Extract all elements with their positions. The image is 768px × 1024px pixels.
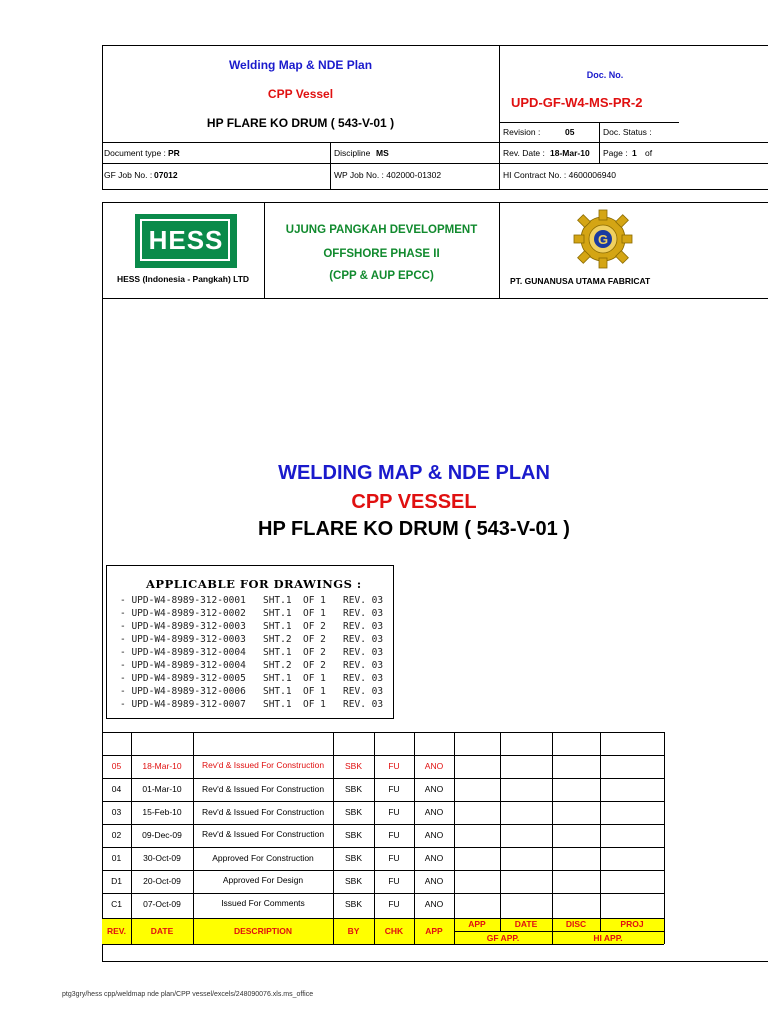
rev-desc-cell: Rev'd & Issued For Construction: [201, 784, 325, 794]
main-title-2: CPP VESSEL: [351, 491, 477, 513]
drawing-row: - UPD-W4-8989-312-0002 SHT.1 OF 1 REV. 03: [120, 608, 384, 619]
page-value: 1: [632, 148, 637, 158]
rev-table-rule: [102, 778, 664, 779]
wp-job: WP Job No. : 402000-01302: [334, 170, 442, 180]
discipline-value: MS: [376, 148, 389, 158]
page-of: of: [645, 148, 653, 158]
col-header-hi-proj: PROJ: [620, 919, 644, 929]
rev-date-value: 18-Mar-10: [550, 148, 590, 158]
main-title-3: HP FLARE KO DRUM ( 543-V-01 ): [258, 518, 570, 540]
gf-logo-letter: G: [597, 232, 609, 247]
rev-date-cell: 01-Mar-10: [142, 784, 182, 794]
col-header-hi-disc: DISC: [565, 919, 587, 929]
doc-no-value: UPD-GF-W4-MS-PR-2: [511, 95, 643, 110]
project-line-2: OFFSHORE PHASE II: [323, 248, 440, 260]
rev-cell: 05: [111, 761, 122, 771]
rev-cell: C1: [111, 899, 122, 909]
rev-by-cell: SBK: [344, 830, 362, 840]
rev-table-rule: [102, 824, 664, 825]
rev-chk-cell: FU: [388, 761, 400, 771]
rev-date-label: Rev. Date :: [503, 148, 545, 158]
gf-gear-logo: [568, 206, 638, 272]
rev-date-cell: 20-Oct-09: [143, 876, 181, 886]
rev-app-cell: ANO: [424, 830, 444, 840]
header-rule: [102, 163, 768, 164]
rev-app-cell: ANO: [424, 876, 444, 886]
rev-chk-cell: FU: [388, 899, 400, 909]
rev-by-cell: SBK: [344, 899, 362, 909]
drawing-row: - UPD-W4-8989-312-0006 SHT.1 OF 1 REV. 03: [120, 686, 384, 697]
col-header-chk: CHK: [384, 926, 404, 936]
project-line-1: UJUNG PANGKAH DEVELOPMENT: [285, 224, 478, 236]
col-header-date: DATE: [150, 926, 174, 936]
rev-by-cell: SBK: [344, 761, 362, 771]
rev-app-cell: ANO: [424, 761, 444, 771]
rev-cell: D1: [111, 876, 122, 886]
rev-desc-cell: Approved For Design: [222, 875, 304, 885]
rev-cell: 02: [111, 830, 122, 840]
rev-chk-cell: FU: [388, 853, 400, 863]
rev-desc-cell: Issued For Comments: [221, 898, 305, 908]
col-header-by: BY: [347, 926, 360, 936]
header-title-2: CPP Vessel: [267, 87, 334, 101]
header-title-1: Welding Map & NDE Plan: [228, 58, 373, 72]
rev-app-cell: ANO: [424, 853, 444, 863]
header-title-3: HP FLARE KO DRUM ( 543-V-01 ): [206, 116, 395, 130]
header-divider: [499, 45, 500, 190]
rev-chk-cell: FU: [388, 784, 400, 794]
logo-band-rule: [102, 298, 768, 299]
hess-company: HESS (Indonesia - Pangkah) LTD: [116, 274, 250, 284]
drawing-row: - UPD-W4-8989-312-0005 SHT.1 OF 1 REV. 03: [120, 673, 384, 684]
rev-chk-cell: FU: [388, 876, 400, 886]
rev-cell: 03: [111, 807, 122, 817]
footer-path: ptg3gry/hess cpp/weldmap nde plan/CPP vessel/excels/248090076.xls.ms_office: [62, 991, 314, 998]
rev-app-cell: ANO: [424, 899, 444, 909]
doc-status-label: Doc. Status :: [603, 127, 652, 137]
rev-chk-cell: FU: [388, 807, 400, 817]
discipline-label: Discipline: [334, 148, 371, 158]
rev-table-col: [500, 732, 501, 931]
header-rule: [102, 142, 768, 143]
rev-table-rule: [454, 931, 664, 932]
col-header-hi-group: HI APP.: [593, 933, 623, 943]
rev-by-cell: SBK: [344, 876, 362, 886]
rev-table-rule: [102, 801, 664, 802]
rev-app-cell: ANO: [424, 807, 444, 817]
rev-desc-cell: Rev'd & Issued For Construction: [201, 829, 325, 839]
rev-table-rule: [102, 847, 664, 848]
col-header-gf-app: APP: [468, 919, 486, 929]
drawing-row: - UPD-W4-8989-312-0004 SHT.1 OF 2 REV. 03: [120, 647, 384, 658]
drawing-row: - UPD-W4-8989-312-0007 SHT.1 OF 1 REV. 03: [120, 699, 384, 710]
rev-app-cell: ANO: [424, 784, 444, 794]
rev-by-cell: SBK: [344, 807, 362, 817]
rev-date-cell: 07-Oct-09: [143, 899, 181, 909]
col-header-gf-date: DATE: [514, 919, 538, 929]
document-type-label: Document type :: [104, 148, 166, 158]
drawing-row: - UPD-W4-8989-312-0004 SHT.2 OF 2 REV. 03: [120, 660, 384, 671]
col-header-app: APP: [425, 926, 443, 936]
doc-no-label: Doc. No.: [586, 70, 624, 80]
rev-date-cell: 30-Oct-09: [143, 853, 181, 863]
rev-date-cell: 18-Mar-10: [142, 761, 182, 771]
document-type-value: PR: [168, 148, 180, 158]
rev-table-rule: [102, 893, 664, 894]
rev-cell: 04: [111, 784, 122, 794]
rev-desc-cell: Rev'd & Issued For Construction: [201, 760, 325, 770]
rev-cell: 01: [111, 853, 122, 863]
rev-table-col: [552, 732, 553, 944]
hess-logo: [135, 214, 237, 268]
gf-job-label: GF Job No. :: [104, 170, 153, 180]
col-header-description: DESCRIPTION: [233, 926, 293, 936]
drawings-heading: APPLICABLE FOR DRAWINGS :: [146, 577, 362, 591]
page-label: Page :: [603, 148, 628, 158]
rev-table-col: [664, 732, 665, 944]
rev-by-cell: SBK: [344, 784, 362, 794]
revision-value: 05: [565, 127, 575, 137]
main-title-1: WELDING MAP & NDE PLAN: [278, 462, 550, 484]
rev-table-rule: [102, 944, 664, 945]
logo-band-divider: [499, 202, 500, 298]
rev-desc-cell: Rev'd & Issued For Construction: [201, 807, 325, 817]
header-divider: [599, 122, 600, 163]
revision-label: Revision :: [503, 127, 541, 137]
project-line-3: (CPP & AUP EPCC): [329, 270, 434, 282]
rev-table-rule: [102, 755, 664, 756]
rev-by-cell: SBK: [344, 853, 362, 863]
drawing-row: - UPD-W4-8989-312-0001 SHT.1 OF 1 REV. 03: [120, 595, 384, 606]
rev-table-rule: [102, 870, 664, 871]
drawing-row: - UPD-W4-8989-312-0003 SHT.2 OF 2 REV. 03: [120, 634, 384, 645]
header-rule: [499, 122, 679, 123]
rev-table-rule: [102, 732, 664, 733]
gf-job-value: 07012: [154, 170, 178, 180]
header-divider: [330, 142, 331, 190]
rev-desc-cell: Approved For Construction: [212, 853, 314, 863]
gf-company: PT. GUNANUSA UTAMA FABRICAT: [510, 276, 651, 286]
rev-date-cell: 15-Feb-10: [142, 807, 182, 817]
rev-table-col: [600, 732, 601, 931]
rev-chk-cell: FU: [388, 830, 400, 840]
rev-date-cell: 09-Dec-09: [142, 830, 182, 840]
rev-table-col: [454, 732, 455, 944]
hi-contract: HI Contract No. : 4600006940: [503, 170, 616, 180]
hess-logo-text: HESS: [148, 225, 224, 255]
col-header-rev: REV.: [106, 926, 127, 936]
col-header-gf-group: GF APP.: [486, 933, 520, 943]
drawing-row: - UPD-W4-8989-312-0003 SHT.1 OF 2 REV. 03: [120, 621, 384, 632]
